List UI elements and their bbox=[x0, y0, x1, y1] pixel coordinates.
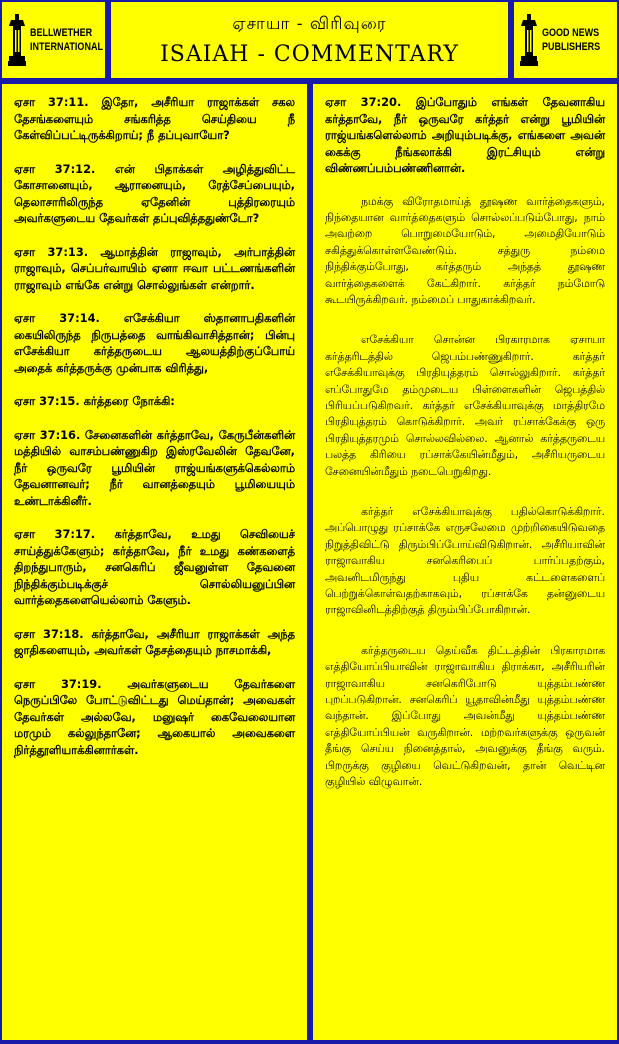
goodnews-logo bbox=[514, 2, 617, 78]
title-tamil: ஏசாயா - விரிவுரை bbox=[232, 14, 387, 34]
commentary-paragraph: எசேக்கியா சொன்ன பிரகாரமாக ஏசாயா கர்த்தரிடத்தில் ஜெபம்பண்ணுகிறார். கர்த்தர் எசேக்கியாவுக்கு பிரதியுத்தரம் சொல்லுகிறார். கர்த்தர் எப்போதுமே தம்முடைய பிள்ளைகளின் ஜெபத்தில் பிரியப்படுகிறவர். கர்த்தர் எசேக்கியாவுக்கு மாத்திரமே பிரதியுத்தரம் கொடுக்கிறார். அவர் ரப்சாக்கேக்கு ஒரு பிரதியுத்தரமும் சொல்லவில்லை. ஆனால் கர்த்தருடைய பலத்த கிரியை ரப்சாக்கேயின்மீதும், அசீரியருடைய சேனையின்மீதும் நடைபெறுகிறது. bbox=[325, 333, 605, 478]
verse-37-17: ஏசா 37:17. கர்த்தாவே, உமது செவியைச் சாய்த்துக்கேளும்; கர்த்தாவே, நீர் உமது கண்களைத் திறந்துபாரும், சனகெரிப் ஜீவனுள்ள தேவனை நிந்திக்கும்படிக்குச் சொல்லியனுப்பின வார்த்தைகளையெல்லாம் கேளும். bbox=[14, 527, 295, 607]
logo-text-line2: INTERNATIONAL bbox=[30, 41, 103, 53]
left-column bbox=[2, 84, 307, 1040]
verse-37-15: ஏசா 37:15. கர்த்தரை நோக்கி: bbox=[14, 394, 175, 408]
logo-text-line2: PUBLISHERS bbox=[542, 41, 601, 53]
verse-37-12: ஏசா 37:12. என் பிதாக்கள் அழித்துவிட்ட கோசானையும், ஆரானையும், ரேத்சேப்பையும், தெலாசாரிலிருந்த ஏதேனின் புத்திரரையும் அவர்களுடைய தேவர்கள் தப்புவித்ததுண்டோ? bbox=[14, 161, 295, 225]
right-column bbox=[313, 84, 617, 1040]
lamp-icon bbox=[520, 14, 538, 66]
logo-text-line1: BELLWETHER bbox=[30, 27, 93, 39]
commentary-paragraph: நமக்கு விரோதமாய்த் தூஷண வார்த்தைகளும், நிந்தையான வார்த்தைகளும் சொல்லப்படும்போது, நாம் அவற்றை பொறுமையோடும், அமைதியோடும் சகித்துக்கொள்ளவேண்டும். சத்துரு நம்மை நிந்திக்கும்போது, கர்த்தரும் அந்தத் தூஷண வார்த்தைகளைக் கேட்கிறார். கர்த்தர் நம்மோடு கூடயிருக்கிறவர். நம்மைப் பாதுகாக்கிறவர். bbox=[325, 194, 605, 306]
verse-37-14: ஏசா 37:14. எசேக்கியா ஸ்தானாபதிகளின் கையிலிருந்த நிருபத்தை வாங்கிவாசித்தான்; பின்பு எசேக்கியா கர்த்தருடைய ஆலயத்திற்குப்போய் அதைக் கர்த்தருக்கு முன்பாக விரித்து, bbox=[14, 311, 295, 375]
verse-37-13: ஏசா 37:13. ஆமாத்தின் ராஜாவும், அர்பாத்தின் ராஜாவும், செப்பர்வாயிம் ஏனா ஈவா பட்டணங்களின் ராஜாவும் எங்கே என்று சொல்லுங்கள் என்றார். bbox=[14, 244, 295, 292]
verse-37-20: ஏசா 37:20. இப்போதும் எங்கள் தேவனாகிய கர்த்தாவே, நீர் ஒருவரே கர்த்தர் என்று பூமியின் ராஜ்யங்களெல்லாம் அறியும்படிக்கு, எங்களை அவன் கைக்கு நீங்கலாக்கி இரட்சியும் என்று விண்ணப்பம்பண்ணினான். bbox=[325, 95, 605, 175]
bellwether-logo bbox=[2, 2, 105, 78]
verse-37-11: ஏசா 37:11. இதோ, அசீரியா ராஜாக்கள் சகல தேசங்களையும் சங்கரித்த செய்தியை நீ கேள்விப்பட்டிருக்கிறாய்; நீ தப்புவாயோ? bbox=[14, 95, 295, 142]
commentary-paragraph: கர்த்தர் எசேக்கியாவுக்கு பதில்கொடுக்கிறார். அப்பொழுது ரப்சாக்கே எருசலேமை முற்றிகையிடுவதை நிறுத்திவிட்டு திரும்பிப்போய்விடுகிறான். அசீரியாவின் ராஜாவாகிய சனகெரிபைப் பார்ப்பதற்கும், அவனிடமிருந்து புதிய கட்டளைகளைப் பெற்றுக்கொள்வதற்காகவும், ரப்சாக்கே தன்னுடைய ராஜாவினிடத்திற்குத் திரும்பிப்போகிறான். bbox=[325, 505, 605, 617]
verse-37-16: ஏசா 37:16. சேனைகளின் கர்த்தாவே, கேருபீன்களின் மத்தியில் வாசம்பண்ணுகிற இஸ்ரவேலின் தேவனே, நீர் ஒருவரே பூமியின் ராஜ்யங்களுக்கெல்லாம் தேவனானவர்; நீர் வானத்தையும் பூமியையும் உண்டாக்கினீர். bbox=[14, 427, 295, 508]
page-header bbox=[111, 2, 508, 78]
logo-text-line1: GOOD NEWS bbox=[542, 27, 600, 39]
verse-37-18: ஏசா 37:18. கர்த்தாவே, அசீரியா ராஜாக்கள் அந்த ஜாதிகளையும், அவர்கள் தேசத்தையும் நாசமாக்கி, bbox=[14, 626, 295, 657]
title-english: ISAIAH - COMMENTARY bbox=[160, 42, 459, 67]
verse-37-19: ஏசா 37:19. அவர்களுடைய தேவர்களை நெருப்பிலே போட்டுவிட்டது மெய்தான்; அவைகள் தேவர்கள் அல்லவே, மனுஷர் கைவேலையான மரமும் கல்லுந்தானே; ஆகையால் அவைகளை நிர்த்தூளியாக்கினார்கள். bbox=[14, 676, 295, 757]
commentary-paragraph: கர்த்தருடைய தெய்வீக திட்டத்தின் பிரகாரமாக எத்தியோப்பியாவின் ராஜாவாகிய திராக்கா, அசீரியரின் ராஜாவாகிய சனகெரிபோடு யுத்தம்பண்ண புறப்படுகிறான். சனகெரிப் யூதாவின்மீது யுத்தம்பண்ண வந்தான். இப்போது அவன்மீது யுத்தம்பண்ண எத்தியோப்பியன் வருகிறான். மற்றவர்களுக்கு ஒருவன் தீங்கு செய்ய நினைத்தால், அவனுக்கு தீங்கு வரும். பிறருக்கு குழியை வெட்டுகிறவன், தான் வெட்டின குழியில் விழுவான். bbox=[325, 643, 605, 789]
lamp-icon bbox=[8, 14, 26, 66]
